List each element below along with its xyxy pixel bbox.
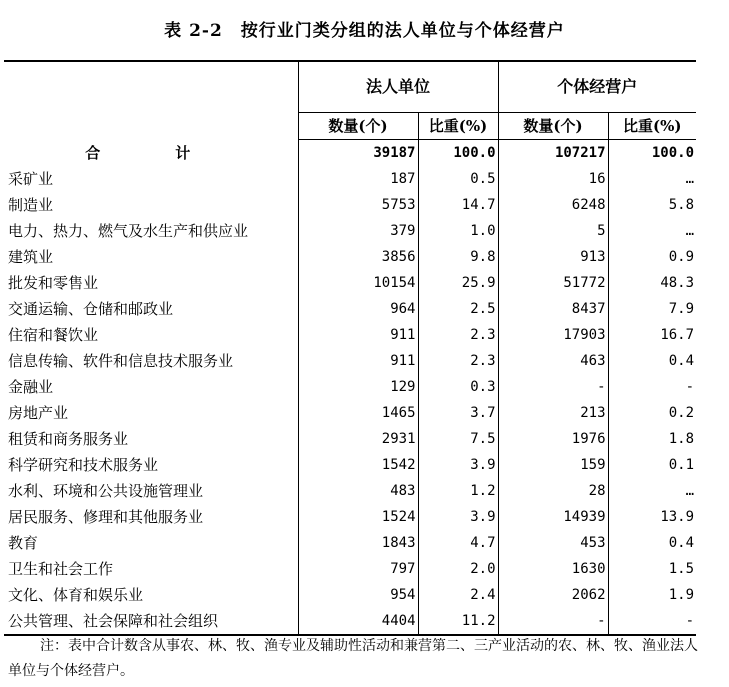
- legal-count-cell: 5753: [298, 192, 418, 218]
- legal-count-cell: 129: [298, 374, 418, 400]
- row-label: 信息传输、软件和信息技术服务业: [4, 348, 298, 374]
- legal-count-cell: 379: [298, 218, 418, 244]
- ind-count-cell: 8437: [498, 296, 608, 322]
- ind-ratio-cell: 0.1: [668, 457, 695, 473]
- table-row: [4, 296, 696, 322]
- ind-ratio-cell: …: [685, 483, 695, 499]
- ind-count-cell: 16: [498, 166, 608, 192]
- row-label: 合 计: [4, 140, 298, 167]
- table-row: [4, 426, 696, 452]
- header-individual-households: 个体经营户: [498, 61, 696, 113]
- table-row: [4, 608, 696, 635]
- ind-ratio-cell: 0.9: [668, 249, 695, 265]
- legal-count-cell: 2931: [298, 426, 418, 452]
- row-header-blank: [4, 61, 298, 140]
- footnote: 注：表中合计数含从事农、林、牧、渔专业及辅助性活动和兼营第二、三产业活动的农、林、牧、渔业法人单位与个体经营户。: [8, 638, 698, 679]
- table-row: [4, 556, 696, 582]
- row-label: 采矿业: [4, 166, 298, 192]
- ind-count-cell: 463: [498, 348, 608, 374]
- table-row: [4, 400, 696, 426]
- legal-ratio-cell: 25.9: [418, 270, 498, 296]
- ind-count-cell: 5: [498, 218, 608, 244]
- legal-ratio-cell: 0.3: [418, 374, 498, 400]
- ind-ratio-cell: …: [685, 223, 695, 239]
- ind-ratio-cell: …: [685, 171, 695, 187]
- legal-ratio-cell: 14.7: [418, 192, 498, 218]
- ind-count-cell: 51772: [498, 270, 608, 296]
- legal-ratio-cell: 2.3: [418, 348, 498, 374]
- ind-count-cell: 2062: [498, 582, 608, 608]
- legal-ratio-cell: 4.7: [418, 530, 498, 556]
- row-label: 金融业: [4, 374, 298, 400]
- legal-ratio-cell: 7.5: [418, 426, 498, 452]
- legal-count-cell: 964: [298, 296, 418, 322]
- legal-count-cell: 1524: [298, 504, 418, 530]
- legal-count-cell: 483: [298, 478, 418, 504]
- ind-ratio-cell: 48.3: [660, 275, 695, 291]
- ind-ratio-cell: 16.7: [660, 327, 695, 343]
- legal-count-cell: 187: [298, 166, 418, 192]
- row-label: 文化、体育和娱乐业: [4, 582, 298, 608]
- ind-ratio-cell: 0.4: [668, 353, 695, 369]
- row-label: 电力、热力、燃气及水生产和供应业: [4, 218, 298, 244]
- ind-count-cell: 28: [498, 478, 608, 504]
- row-label: 房地产业: [4, 400, 298, 426]
- ind-ratio-cell: 0.4: [668, 535, 695, 551]
- ind-ratio-cell: 5.8: [668, 197, 695, 213]
- legal-count-cell: 3856: [298, 244, 418, 270]
- legal-ratio-cell: 100.0: [418, 140, 498, 167]
- row-label: 居民服务、修理和其他服务业: [4, 504, 298, 530]
- table-row: [4, 166, 696, 192]
- table-row: [4, 504, 696, 530]
- table-row: [4, 530, 696, 556]
- table-row: [4, 452, 696, 478]
- ind-count-cell: 453: [498, 530, 608, 556]
- legal-count-cell: 911: [298, 322, 418, 348]
- ind-count-cell: 17903: [498, 322, 608, 348]
- header-ind-ratio: 比重(%): [608, 113, 696, 140]
- legal-count-cell: 1465: [298, 400, 418, 426]
- table-title: 表 2-2 按行业门类分组的法人单位与个体经营户: [164, 21, 565, 41]
- ind-ratio-cell: 13.9: [660, 509, 695, 525]
- row-label: 公共管理、社会保障和社会组织: [4, 608, 298, 635]
- legal-ratio-cell: 1.0: [418, 218, 498, 244]
- ind-ratio-cell: 1.5: [668, 561, 695, 577]
- legal-count-cell: 954: [298, 582, 418, 608]
- ind-count-cell: 1630: [498, 556, 608, 582]
- ind-count-cell: -: [498, 608, 608, 635]
- legal-ratio-cell: 2.5: [418, 296, 498, 322]
- header-legal-count: 数量(个): [298, 113, 418, 140]
- row-label: 住宿和餐饮业: [4, 322, 298, 348]
- ind-ratio-cell: 100.0: [651, 145, 695, 161]
- table-body: [4, 140, 696, 636]
- table-row: [4, 478, 696, 504]
- legal-ratio-cell: 3.9: [418, 452, 498, 478]
- row-label: 制造业: [4, 192, 298, 218]
- row-label: 科学研究和技术服务业: [4, 452, 298, 478]
- legal-ratio-cell: 3.9: [418, 504, 498, 530]
- total-row: [4, 140, 696, 167]
- legal-count-cell: 1542: [298, 452, 418, 478]
- table-row: [4, 348, 696, 374]
- legal-ratio-cell: 3.7: [418, 400, 498, 426]
- legal-ratio-cell: 1.2: [418, 478, 498, 504]
- ind-count-cell: 213: [498, 400, 608, 426]
- ind-count-cell: 1976: [498, 426, 608, 452]
- table-row: [4, 582, 696, 608]
- ind-count-cell: 107217: [498, 140, 608, 167]
- row-label: 卫生和社会工作: [4, 556, 298, 582]
- header-legal-units: 法人单位: [298, 61, 498, 113]
- legal-count-cell: 911: [298, 348, 418, 374]
- legal-ratio-cell: 2.4: [418, 582, 498, 608]
- ind-ratio-cell: 7.9: [668, 301, 695, 317]
- legal-ratio-cell: 2.3: [418, 322, 498, 348]
- legal-count-cell: 797: [298, 556, 418, 582]
- legal-count-cell: 1843: [298, 530, 418, 556]
- table-row: [4, 374, 696, 400]
- ind-ratio-cell: 1.9: [668, 587, 695, 603]
- row-label: 交通运输、仓储和邮政业: [4, 296, 298, 322]
- ind-ratio-cell: 1.8: [668, 431, 695, 447]
- row-label: 建筑业: [4, 244, 298, 270]
- legal-count-cell: 4404: [298, 608, 418, 635]
- ind-count-cell: 14939: [498, 504, 608, 530]
- legal-ratio-cell: 9.8: [418, 244, 498, 270]
- ind-ratio-cell: 0.2: [668, 405, 695, 421]
- header-legal-ratio: 比重(%): [418, 113, 498, 140]
- legal-count-cell: 39187: [298, 140, 418, 167]
- legal-ratio-cell: 2.0: [418, 556, 498, 582]
- table-row: [4, 322, 696, 348]
- table-row: [4, 218, 696, 244]
- table-row: [4, 244, 696, 270]
- ind-ratio-cell: -: [685, 379, 695, 395]
- row-label: 水利、环境和公共设施管理业: [4, 478, 298, 504]
- row-label: 租赁和商务服务业: [4, 426, 298, 452]
- header-ind-count: 数量(个): [498, 113, 608, 140]
- table-row: [4, 192, 696, 218]
- ind-count-cell: -: [498, 374, 608, 400]
- industry-table: [4, 60, 696, 636]
- legal-ratio-cell: 0.5: [418, 166, 498, 192]
- ind-count-cell: 6248: [498, 192, 608, 218]
- ind-ratio-cell: -: [608, 608, 696, 635]
- row-label: 批发和零售业: [4, 270, 298, 296]
- row-label: 教育: [4, 530, 298, 556]
- legal-count-cell: 10154: [298, 270, 418, 296]
- ind-count-cell: 159: [498, 452, 608, 478]
- ind-count-cell: 913: [498, 244, 608, 270]
- table-row: [4, 270, 696, 296]
- legal-ratio-cell: 11.2: [418, 608, 498, 635]
